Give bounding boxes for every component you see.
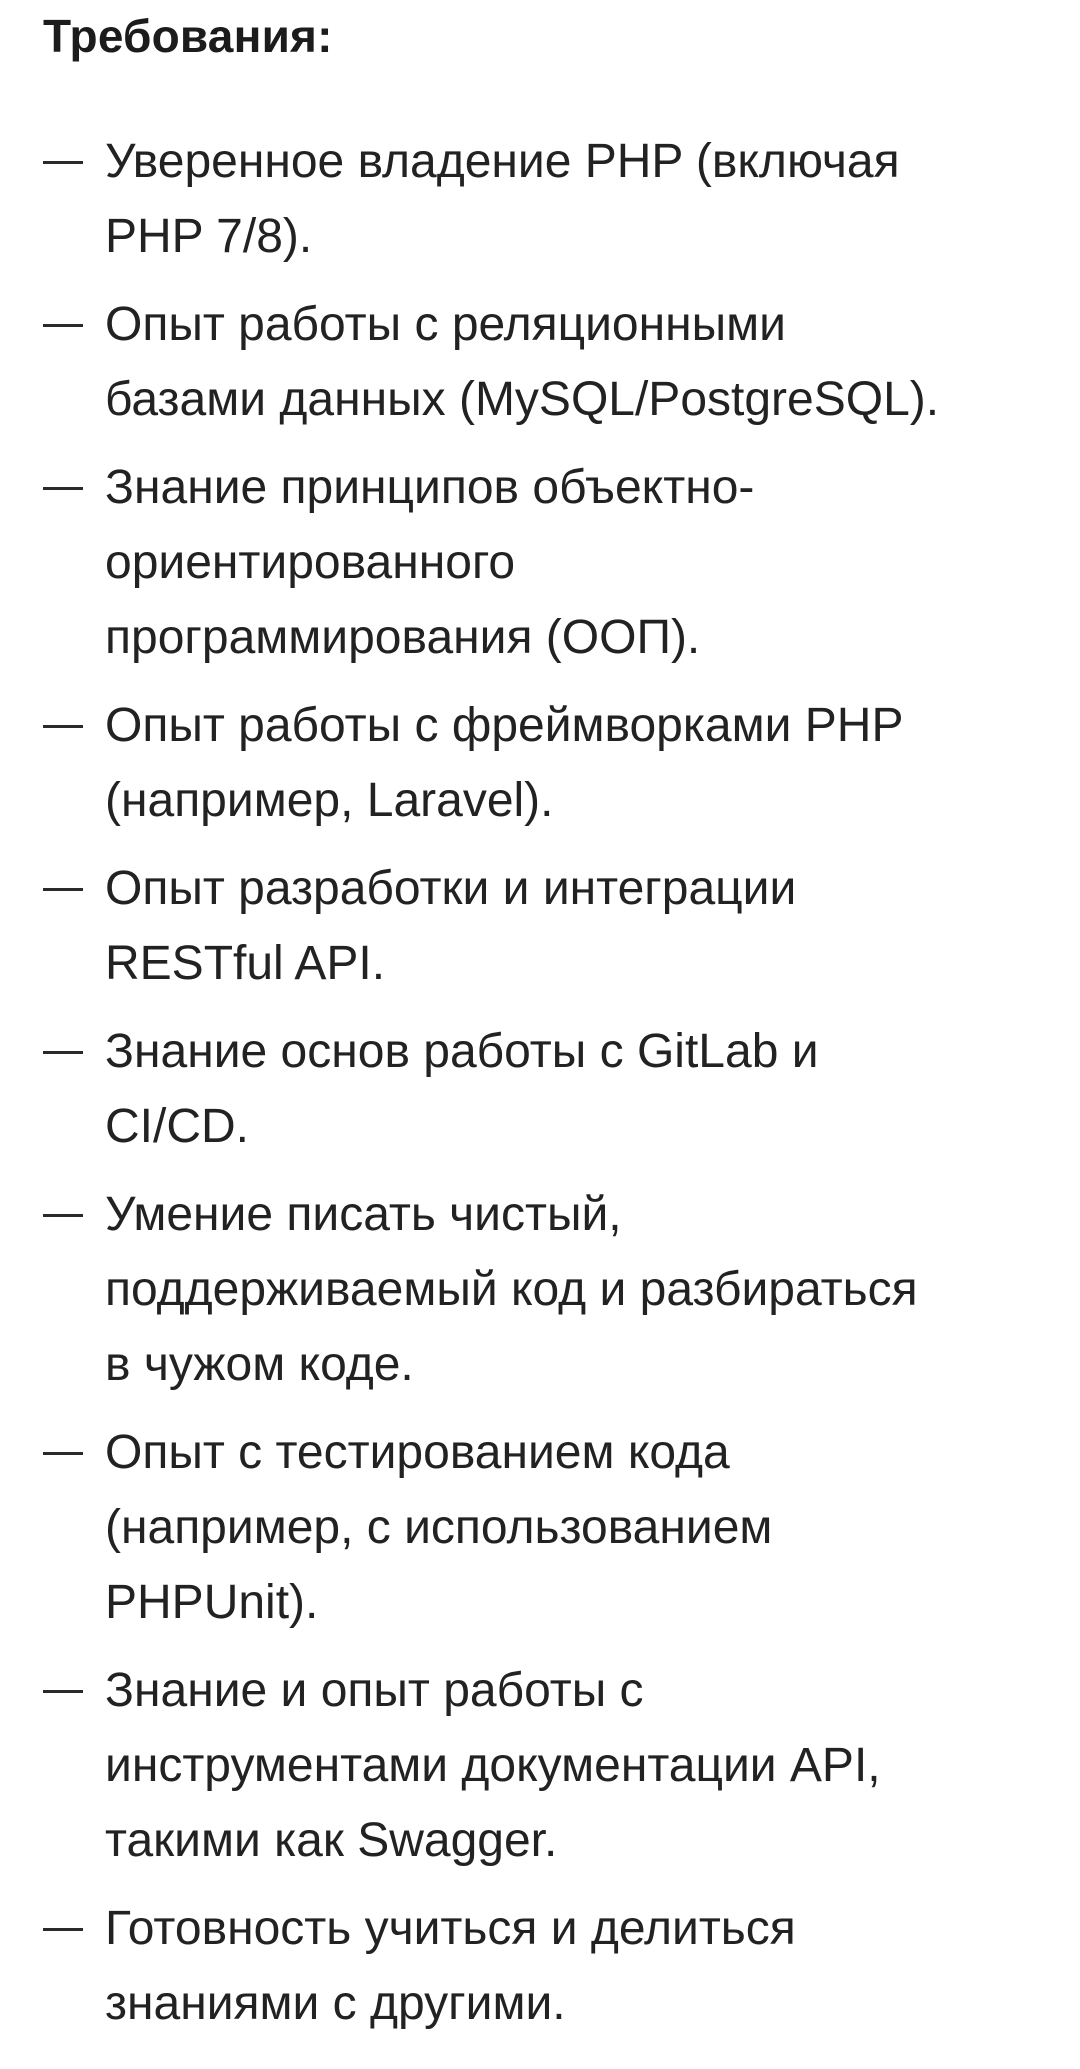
list-item [0,1653,1080,1878]
list-item [0,1415,1080,1640]
list-item-line: Опыт разработки и интеграции [105,862,797,915]
list-item-line: базами данных (MySQL/PostgreSQL). [105,373,940,426]
list-item-line: знаниями с другими. [105,1977,566,2030]
list-item-line: RESTful API. [105,937,386,990]
list-item [0,1891,1080,2041]
list-item-line: инструментами документации API, [105,1739,881,1792]
list-item-line: программирования (ООП). [105,611,701,664]
list-item-line: Готовность учиться и делиться [105,1902,796,1955]
list-item-line: в чужом коде. [105,1338,414,1391]
list-item-line: Знание основ работы с GitLab и [105,1025,819,1078]
list-item-line: поддерживаемый код и разбираться [105,1263,918,1316]
requirements-list [0,124,1080,2041]
list-item-line: CI/CD. [105,1100,249,1153]
section-heading: Требования: [43,10,333,62]
list-item-line: ориентированного [105,536,516,589]
list-item-line: Уверенное владение PHP (включая [105,135,900,188]
list-item-line: PHPUnit). [105,1576,319,1629]
list-item-line: PHP 7/8). [105,210,313,263]
list-item-line: (например, с использованием [105,1501,773,1554]
list-item [0,1014,1080,1164]
list-item [0,124,1080,274]
list-item [0,450,1080,675]
list-item-line: Умение писать чистый, [105,1188,622,1241]
list-item [0,1177,1080,1402]
list-item [0,688,1080,838]
list-item-line: Опыт работы с реляционными [105,298,786,351]
list-item-line: Знание и опыт работы с [105,1664,644,1717]
list-item [0,851,1080,1001]
list-item-line: такими как Swagger. [105,1814,558,1867]
list-item-line: Опыт работы с фреймворками PHP [105,699,904,752]
list-item-line: Опыт с тестированием кода [105,1426,730,1479]
list-item-line: (например, Laravel). [105,774,554,827]
list-item [0,287,1080,437]
list-item-line: Знание принципов объектно- [105,461,755,514]
